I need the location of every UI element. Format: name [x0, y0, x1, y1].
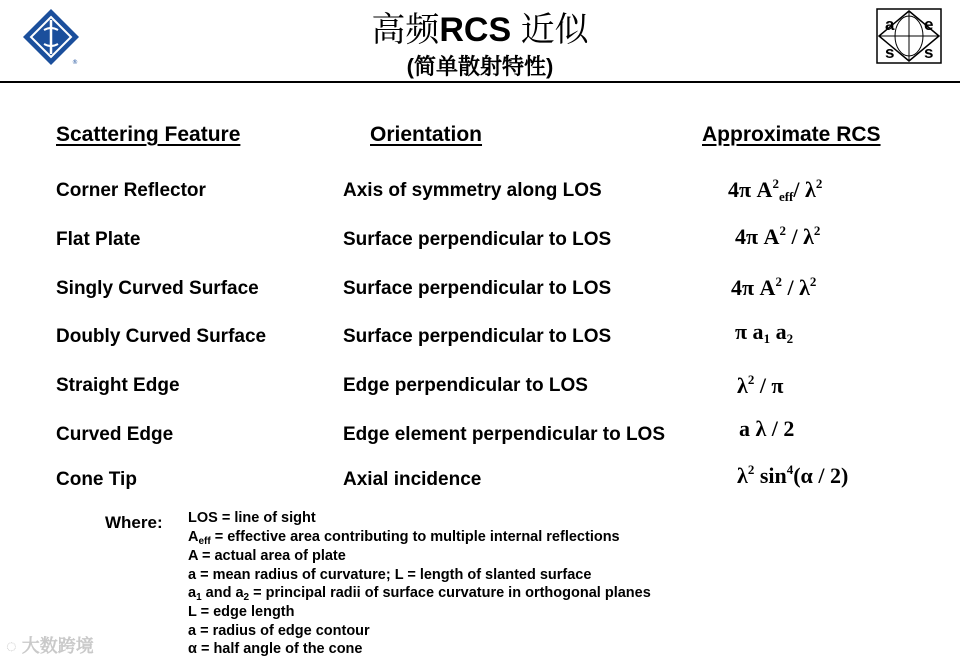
def-principal-radii: $a_1$ and $a_2$ = principal radii of surface curvature in orthogonal planes [188, 585, 651, 603]
rcs-straight-edge: $\lambda^2$ / π [737, 372, 784, 398]
orientation-singly-curved: Surface perpendicular to LOS [343, 278, 612, 299]
feature-corner-reflector: Corner Reflector [56, 180, 206, 201]
orientation-straight-edge: Edge perpendicular to LOS [343, 375, 588, 396]
title-cjk-a: 高频 [371, 11, 440, 49]
orientation-corner-reflector: Axis of symmetry along LOS [343, 180, 602, 201]
logo-letter-s2: s [924, 43, 934, 62]
watermark-icon: ◌ [6, 636, 17, 656]
rcs-singly-curved: 4π $A^2 / \lambda^2$ [731, 274, 817, 300]
page-subtitle: (简单散射特性) [406, 54, 554, 79]
orientation-curved-edge: Edge element perpendicular to LOS [343, 424, 666, 445]
orientation-doubly-curved: Surface perpendicular to LOS [343, 326, 612, 347]
column-header-feature: Scattering Feature [56, 123, 241, 146]
feature-cone-tip: Cone Tip [56, 469, 137, 490]
def-edge-contour: a = radius of edge contour [188, 623, 370, 639]
svg-text:®: ® [72, 59, 78, 66]
aess-logo-icon [876, 8, 942, 64]
logo-letter-e: e [924, 15, 934, 34]
watermark-text: 大数跨境 [21, 636, 94, 656]
column-header-rcs: Approximate RCS [702, 123, 881, 146]
where-label: Where: [105, 513, 163, 532]
feature-straight-edge: Straight Edge [56, 375, 180, 396]
title-cjk-b: 近似 [511, 11, 589, 49]
orientation-cone-tip: Axial incidence [343, 469, 482, 490]
def-radius-curvature: a = mean radius of curvature; L = length of slanted surface [188, 567, 592, 583]
logo-letter-a: a [885, 15, 895, 34]
orientation-flat-plate: Surface perpendicular to LOS [343, 229, 612, 250]
rcs-corner-reflector: 4π $A^2_{eff}/$ $\lambda^2$ [728, 176, 823, 204]
def-aeff: $A_{eff}$ = effective area contributing to multiple internal reflections [188, 529, 620, 547]
rcs-curved-edge: a λ / 2 [739, 416, 795, 441]
logo-letter-s1: s [885, 43, 895, 62]
feature-curved-edge: Curved Edge [56, 424, 174, 445]
rcs-cone-tip: $\lambda^2$ $\sin^4(\alpha / 2)$ [737, 462, 849, 488]
def-edge-length: L = edge length [188, 604, 295, 620]
column-header-orientation: Orientation [370, 123, 483, 146]
def-los: LOS = line of sight [188, 510, 316, 526]
title-rcs: RCS [439, 11, 512, 49]
feature-doubly-curved: Doubly Curved Surface [56, 326, 267, 347]
def-half-angle: α = half angle of the cone [188, 641, 363, 657]
header-divider [0, 81, 960, 83]
rcs-flat-plate: 4π $A^2 / \lambda^2$ [735, 223, 821, 249]
def-area: A = actual area of plate [188, 548, 346, 564]
feature-flat-plate: Flat Plate [56, 229, 141, 250]
watermark [6, 632, 94, 658]
feature-singly-curved: Singly Curved Surface [56, 278, 259, 299]
rcs-doubly-curved: π $a_1$ $a_2$ [735, 319, 794, 346]
page-title [0, 2, 960, 51]
